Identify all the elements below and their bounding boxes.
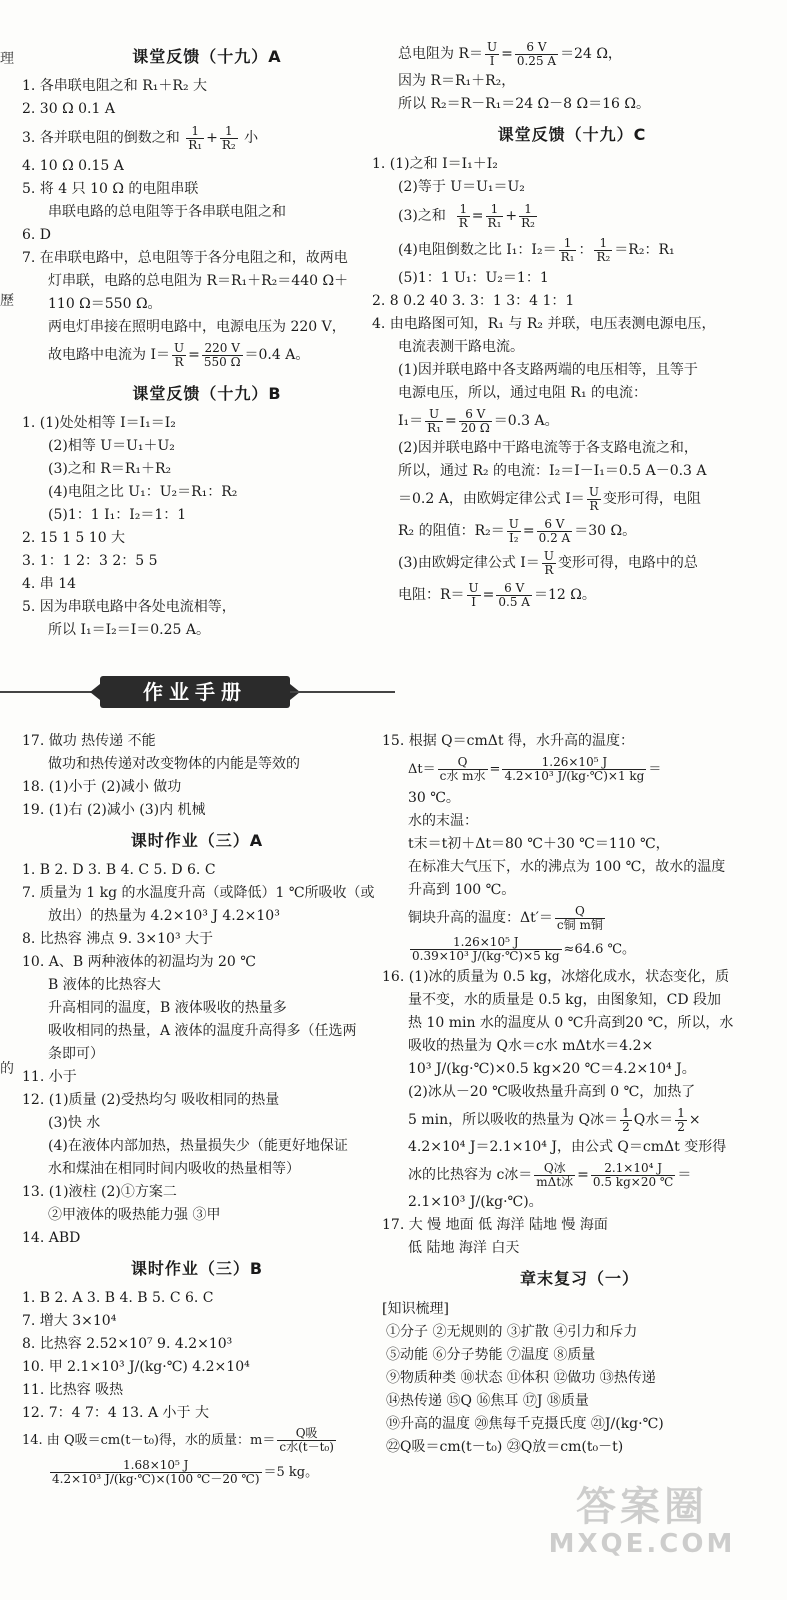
answer-line: 1. (1)处处相等 I＝I₁＝I₂ — [22, 415, 176, 431]
answer-line: 1. B 2. D 3. B 4. C 5. D 6. C — [22, 862, 216, 878]
answer-line: 水的末温： — [408, 813, 478, 829]
fraction: $\frac{220 V}{550 \Omega}$ — [203, 340, 241, 369]
fraction: $\frac{1}{\text{R₂}}$ — [596, 235, 611, 264]
answer-line: 所以 R₂＝R－R₁＝24 Ω－8 Ω＝16 Ω。 — [398, 96, 651, 112]
answer-line: (4)电阻倒数之比 I₁：I₂＝ $\frac{1}{\text{R₁}}$ ： $\frac{1}{\text{R₂}}$ ＝R₂：R₁ — [398, 235, 675, 264]
answer-line: 14. 由 Q吸＝cm(t－t₀)得，水的质量：m＝ $\frac{\text{Q吸}}{\text{c水(t－t₀)}}$ — [22, 1426, 334, 1454]
answer-line: 2. 8 0.2 40 3. 3：1 3：4 1：1 — [372, 293, 575, 309]
answer-line: 吸收的热量为 Q水＝c水 mΔt水＝4.2× — [408, 1038, 654, 1054]
answer-line: 10. 甲 2.1×10³ J/(kg·℃) 4.2×10⁴ — [22, 1359, 250, 1375]
answer-line: 5. 将 4 只 10 Ω 的电阻串联 — [22, 181, 199, 197]
fraction: $\frac{\text{2.1×10⁴ J}}{0.5 kg\times 20 ℃}$ — [592, 1160, 674, 1189]
answer-line: $\frac{\text{1.26×10⁵ J}}{\text{0.39×10³ J/(kg·℃)×5 kg}}$ ≈64.6 ℃。 — [412, 935, 636, 963]
answer-line: ＝0.2 A，由欧姆定律公式 I＝ $\frac{U}{R}$ 变形可得，电阻 — [398, 484, 701, 513]
answer-line: 因为 R＝R₁＋R₂， — [398, 73, 516, 89]
answer-line: 2. 30 Ω 0.1 A — [22, 101, 115, 117]
answer-line: 1. 各串联电阻之和 R₁＋R₂ 大 — [22, 78, 208, 94]
answer-line: 15. 根据 Q＝cmΔt 得，水升高的温度： — [382, 733, 634, 749]
answer-line: (2)冰从－20 ℃吸收热量升高到 0 ℃，加热了 — [408, 1084, 696, 1100]
fraction: $\frac{U}{R}$ — [588, 484, 599, 513]
answer-line: I₁＝ $\frac{U}{\text{R₁}}$ = $\frac{6 V}{20 \Omega}$ ＝0.3 A。 — [398, 406, 559, 435]
watermark-logo: 答案圈 MXQE.COM — [548, 1484, 736, 1559]
fraction: $\frac{1}{2}$ — [677, 1105, 685, 1134]
answer-line: 铜块升高的温度：Δt′＝ $\frac{Q}{\text{c铜 m铜}}$ — [408, 903, 603, 932]
fraction: $\frac{6 V}{0.25 A}$ — [516, 39, 557, 68]
fraction: $\frac{1}{\text{R₂}}$ — [221, 123, 236, 152]
divider — [0, 691, 100, 693]
section-title: 章末复习（一） — [519, 1269, 639, 1288]
answer-line: 8. 比热容 沸点 9. 3×10³ 大于 — [22, 931, 214, 947]
answer-line: 总电阻为 R＝ $\frac{U}{I}$ = $\frac{6 V}{0.25 A}$ ＝24 Ω， — [398, 39, 622, 68]
answer-line: ②甲液体的吸热能力强 ③甲 — [48, 1207, 221, 1223]
fraction: $\frac{1}{\text{R₁}}$ — [487, 201, 502, 230]
edge-mark: 的 — [0, 1061, 14, 1077]
answer-line: 2.1×10³ J/(kg·℃)。 — [408, 1194, 543, 1210]
knowledge-label: [知识梳理] — [382, 1301, 449, 1317]
edge-mark: 理 — [0, 51, 14, 67]
section-feedback-19a — [22, 38, 392, 642]
fraction: $\frac{U}{\text{I₂}}$ — [508, 516, 519, 545]
answer-line: R₂ 的阻值：R₂＝ $\frac{U}{\text{I₂}}$ = $\frac{6 V}{0.2 A}$ ＝30 Ω。 — [398, 516, 637, 545]
answer-line: 电阻：R＝ $\frac{U}{I}$ = $\frac{6 V}{0.5 A}$ ＝12 Ω。 — [398, 580, 596, 609]
answer-line: 所以 I₁＝I₂＝I＝0.25 A。 — [48, 622, 210, 638]
answer-line: ⑭热传递 ⑮Q ⑯焦耳 ⑰J ⑱质量 — [386, 1393, 589, 1409]
divider — [290, 691, 395, 693]
answer-line: (5)1：1 I₁：I₂＝1：1 — [48, 507, 187, 523]
answer-line: 故电路中电流为 I＝ $\frac{U}{R}$ = $\frac{220 V}{550 \Omega}$ ＝0.4 A。 — [48, 340, 310, 369]
section-feedback-19c — [372, 38, 772, 611]
answer-line: 电源电压，所以，通过电阻 R₁ 的电流： — [398, 385, 648, 401]
answer-line: (5)1：1 U₁：U₂＝1：1 — [398, 270, 549, 286]
answer-line: 4. 10 Ω 0.15 A — [22, 158, 124, 174]
answer-line: 量不变，水的质量是 0.5 kg，由图象知，CD 段加 — [408, 992, 721, 1008]
answer-line: (3)之和 $\frac{1}{R}$ = $\frac{1}{\text{R₁}}$ + $\frac{1}{\text{R₂}}$ — [398, 201, 535, 230]
answer-line: (3)之和 R＝R₁＋R₂ — [48, 461, 172, 477]
answer-line: 串联电路的总电阻等于各串联电阻之和 — [48, 204, 286, 220]
answer-line: 3. 各并联电阻的倒数之和 $\frac{1}{\text{R₁}}$ + $\frac{1}{\text{R₂}}$ 小 — [22, 123, 259, 152]
section-homework-3-cont — [382, 730, 777, 1459]
fraction: $\frac{\text{1.26×10⁵ J}}{\text{4.2×10³ J/(kg·℃)×1 kg}}$ — [504, 755, 645, 783]
answer-line: ①分子 ②无规则的 ③扩散 ④引力和斥力 — [386, 1324, 638, 1340]
answer-line: ⑲升高的温度 ⑳焦每千克摄氏度 ㉑J/(kg·℃) — [386, 1416, 664, 1432]
answer-line: 18. (1)小于 (2)减小 做功 — [22, 779, 182, 795]
answer-line: t末＝t初＋Δt＝80 ℃＋30 ℃＝110 ℃， — [408, 836, 670, 852]
fraction: $\frac{U}{\text{R₁}}$ — [427, 406, 442, 435]
fraction: $\frac{1}{R}$ — [458, 201, 468, 230]
answer-line: 3. 1：1 2：3 2：5 5 — [22, 553, 158, 569]
fraction: $\frac{1}{\text{R₁}}$ — [188, 123, 203, 152]
answer-line: 14. ABD — [22, 1230, 81, 1246]
fraction: $\frac{\text{1.68×10⁵ J}}{\text{4.2×10³ J/(kg·℃)×(100 ℃－20 ℃)}}$ — [52, 1458, 260, 1486]
fraction: $\frac{U}{I}$ — [468, 580, 479, 609]
answer-line: 8. 比热容 2.52×10⁷ 9. 4.2×10³ — [22, 1336, 233, 1352]
answer-line: 4. 由电路图可知，R₁ 与 R₂ 并联，电压表测电源电压， — [372, 316, 716, 332]
section-title: 课时作业（三）B — [130, 1259, 264, 1278]
fraction: $\frac{\text{Q吸}}{\text{c水(t－t₀)}}$ — [279, 1426, 334, 1454]
answer-line: 5 min，所以吸收的热量为 Q冰＝ $\frac{1}{2}$ Q水＝ $\frac{1}{2}$ × — [408, 1105, 701, 1134]
answer-line: 2. 15 1 5 10 大 — [22, 530, 126, 546]
answer-line: (4)电阻之比 U₁：U₂＝R₁：R₂ — [48, 484, 238, 500]
answer-line: 7. 质量为 1 kg 的水温度升高（或降低）1 ℃所吸收（或 — [22, 885, 375, 901]
answer-line: 13. (1)液柱 (2)①方案二 — [22, 1184, 177, 1200]
answer-line: 4.2×10⁴ J＝2.1×10⁴ J，由公式 Q＝cmΔt 变形得 — [408, 1139, 727, 1155]
fraction: $\frac{6 V}{0.2 A}$ — [538, 516, 571, 545]
answer-line: 电流表测干路电流。 — [398, 339, 524, 355]
answer-line: 11. 小于 — [22, 1069, 77, 1085]
answer-line: 灯串联，电路的总电阻为 R＝R₁＋R₂＝440 Ω＋ — [48, 273, 349, 289]
answer-line: 7. 在串联电路中，总电阻等于各分电阻之和，故两电 — [22, 250, 348, 266]
answer-line: B 液体的比热容大 — [48, 977, 161, 993]
answer-line: 11. 比热容 吸热 — [22, 1382, 124, 1398]
answer-line: (2)相等 U＝U₁＋U₂ — [48, 438, 175, 454]
answer-line: 17. 做功 热传递 不能 — [22, 733, 156, 749]
answer-line: 10³ J/(kg·℃)×0.5 kg×20 ℃＝4.2×10⁴ J。 — [408, 1061, 696, 1077]
answer-line: ⑤动能 ⑥分子势能 ⑦温度 ⑧质量 — [386, 1347, 596, 1363]
answer-line: 在标准大气压下，水的沸点为 100 ℃，故水的温度 — [408, 859, 726, 875]
answer-line: 冰的比热容为 c冰＝ $\frac{\text{Q冰}}{\text{mΔt冰}}$ = $\frac{\text{2.1×10⁴ J}}{0.5 kg\times 20 ℃}$ ＝ — [408, 1160, 692, 1189]
answer-line: 17. 大 慢 地面 低 海洋 陆地 慢 海面 — [382, 1217, 608, 1233]
section-title: 课堂反馈（十九）C — [497, 125, 647, 144]
section-title: 课堂反馈（十九）B — [132, 384, 282, 403]
answer-line: 4. 串 14 — [22, 576, 77, 592]
fraction: $\frac{1}{\text{R₂}}$ — [521, 201, 535, 230]
fraction: $\frac{Q}{\text{c铜 m铜}}$ — [556, 903, 603, 932]
fraction: $\frac{6 V}{0.5 A}$ — [498, 580, 530, 609]
answer-line: 水和煤油在相同时间内吸收的热量相等） — [48, 1161, 300, 1177]
answer-line: 低 陆地 海洋 白天 — [408, 1240, 520, 1256]
fraction: $\frac{1}{\text{R₁}}$ — [560, 235, 575, 264]
answer-line: (2)因并联电路中干路电流等于各支路电流之和， — [398, 440, 698, 456]
answer-line: 两电灯串接在照明电路中，电源电压为 220 V， — [48, 319, 346, 335]
answer-line: (2)等于 U＝U₁＝U₂ — [398, 179, 525, 195]
fraction: $\frac{Q}{\text{c水 m水}}$ — [439, 755, 486, 783]
answer-line: 110 Ω＝550 Ω。 — [48, 296, 162, 312]
answer-line: $\frac{\text{1.68×10⁵ J}}{\text{4.2×10³ J/(kg·℃)×(100 ℃－20 ℃)}}$ ＝5 kg。 — [52, 1458, 319, 1486]
answer-line: (4)在液体内部加热，热量损失少（能更好地保证 — [48, 1138, 348, 1154]
answer-line: (1)因并联电路中各支路两端的电压相等，且等于 — [398, 362, 698, 378]
answer-line: ⑨物质种类 ⑩状态 ⑪体积 ⑫做功 ⑬热传递 — [386, 1370, 656, 1386]
answer-line: 吸收相同的热量，A 液体的温度升高得多（任选两 — [48, 1023, 357, 1039]
section-homework-3 — [22, 730, 375, 1489]
banner-title: 作业手册 — [100, 676, 290, 708]
answer-line: 12. (1)质量 (2)受热均匀 吸收相同的热量 — [22, 1092, 280, 1108]
answer-line: 6. D — [22, 227, 52, 243]
answer-line: 16. (1)冰的质量为 0.5 kg，冰熔化成水，状态变化，质 — [382, 969, 730, 985]
homework-banner — [0, 672, 787, 712]
answer-line: 条即可） — [48, 1046, 104, 1062]
answer-line: (3)由欧姆定律公式 I＝ $\frac{U}{R}$ 变形可得，电路中的总 — [398, 548, 698, 577]
fraction: $\frac{U}{I}$ — [487, 39, 498, 68]
answer-line: 12. 7：4 7：4 13. A 小于 大 — [22, 1405, 209, 1421]
answer-line: ㉒Q吸＝cm(t－t₀) ㉓Q放＝cm(t₀－t) — [386, 1439, 624, 1455]
answer-line: 放出）的热量为 4.2×10³ J 4.2×10³ — [48, 908, 280, 924]
answer-line: Δt＝ $\frac{Q}{\text{c水 m水}}$ = $\frac{\text{1.26×10⁵ J}}{\text{4.2×10³ J/(kg·℃)×1 kg}}$ ＝ — [408, 755, 662, 783]
section-title: 课时作业（三）A — [130, 831, 264, 850]
answer-line: 30 ℃。 — [408, 790, 460, 806]
fraction: $\frac{6 V}{20 \Omega}$ — [460, 406, 490, 435]
answer-line: 7. 增大 3×10⁴ — [22, 1313, 117, 1329]
edge-mark: 歷 — [0, 293, 14, 309]
answer-line: 做功和热传递对改变物体的内能是等效的 — [48, 756, 300, 772]
answer-line: 19. (1)右 (2)减小 (3)内 机械 — [22, 802, 206, 818]
answer-line: 1. B 2. A 3. B 4. B 5. C 6. C — [22, 1290, 214, 1306]
fraction: $\frac{\text{Q冰}}{\text{mΔt冰}}$ — [536, 1160, 574, 1189]
answer-line: 1. (1)之和 I＝I₁＋I₂ — [372, 156, 498, 172]
answer-line: 10. A、B 两种液体的初温均为 20 ℃ — [22, 954, 256, 970]
answer-line: (3)快 水 — [48, 1115, 101, 1131]
answer-line: 5. 因为串联电路中各处电流相等， — [22, 599, 236, 615]
answer-line: 所以，通过 R₂ 的电流：I₂＝I－I₁＝0.5 A－0.3 A — [398, 463, 707, 479]
answer-line: 升高到 100 ℃。 — [408, 882, 516, 898]
fraction: $\frac{1}{2}$ — [622, 1105, 630, 1134]
answer-line: 热 10 min 水的温度从 0 ℃升高到20 ℃，所以，水 — [408, 1015, 734, 1031]
fraction: $\frac{U}{R}$ — [173, 340, 185, 369]
section-title: 课堂反馈（十九）A — [132, 47, 282, 66]
answer-line: 升高相同的温度，B 液体吸收的热量多 — [48, 1000, 287, 1016]
fraction: $\frac{U}{R}$ — [543, 548, 554, 577]
fraction: $\frac{\text{1.26×10⁵ J}}{\text{0.39×10³ J/(kg·℃)×5 kg}}$ — [412, 935, 560, 963]
